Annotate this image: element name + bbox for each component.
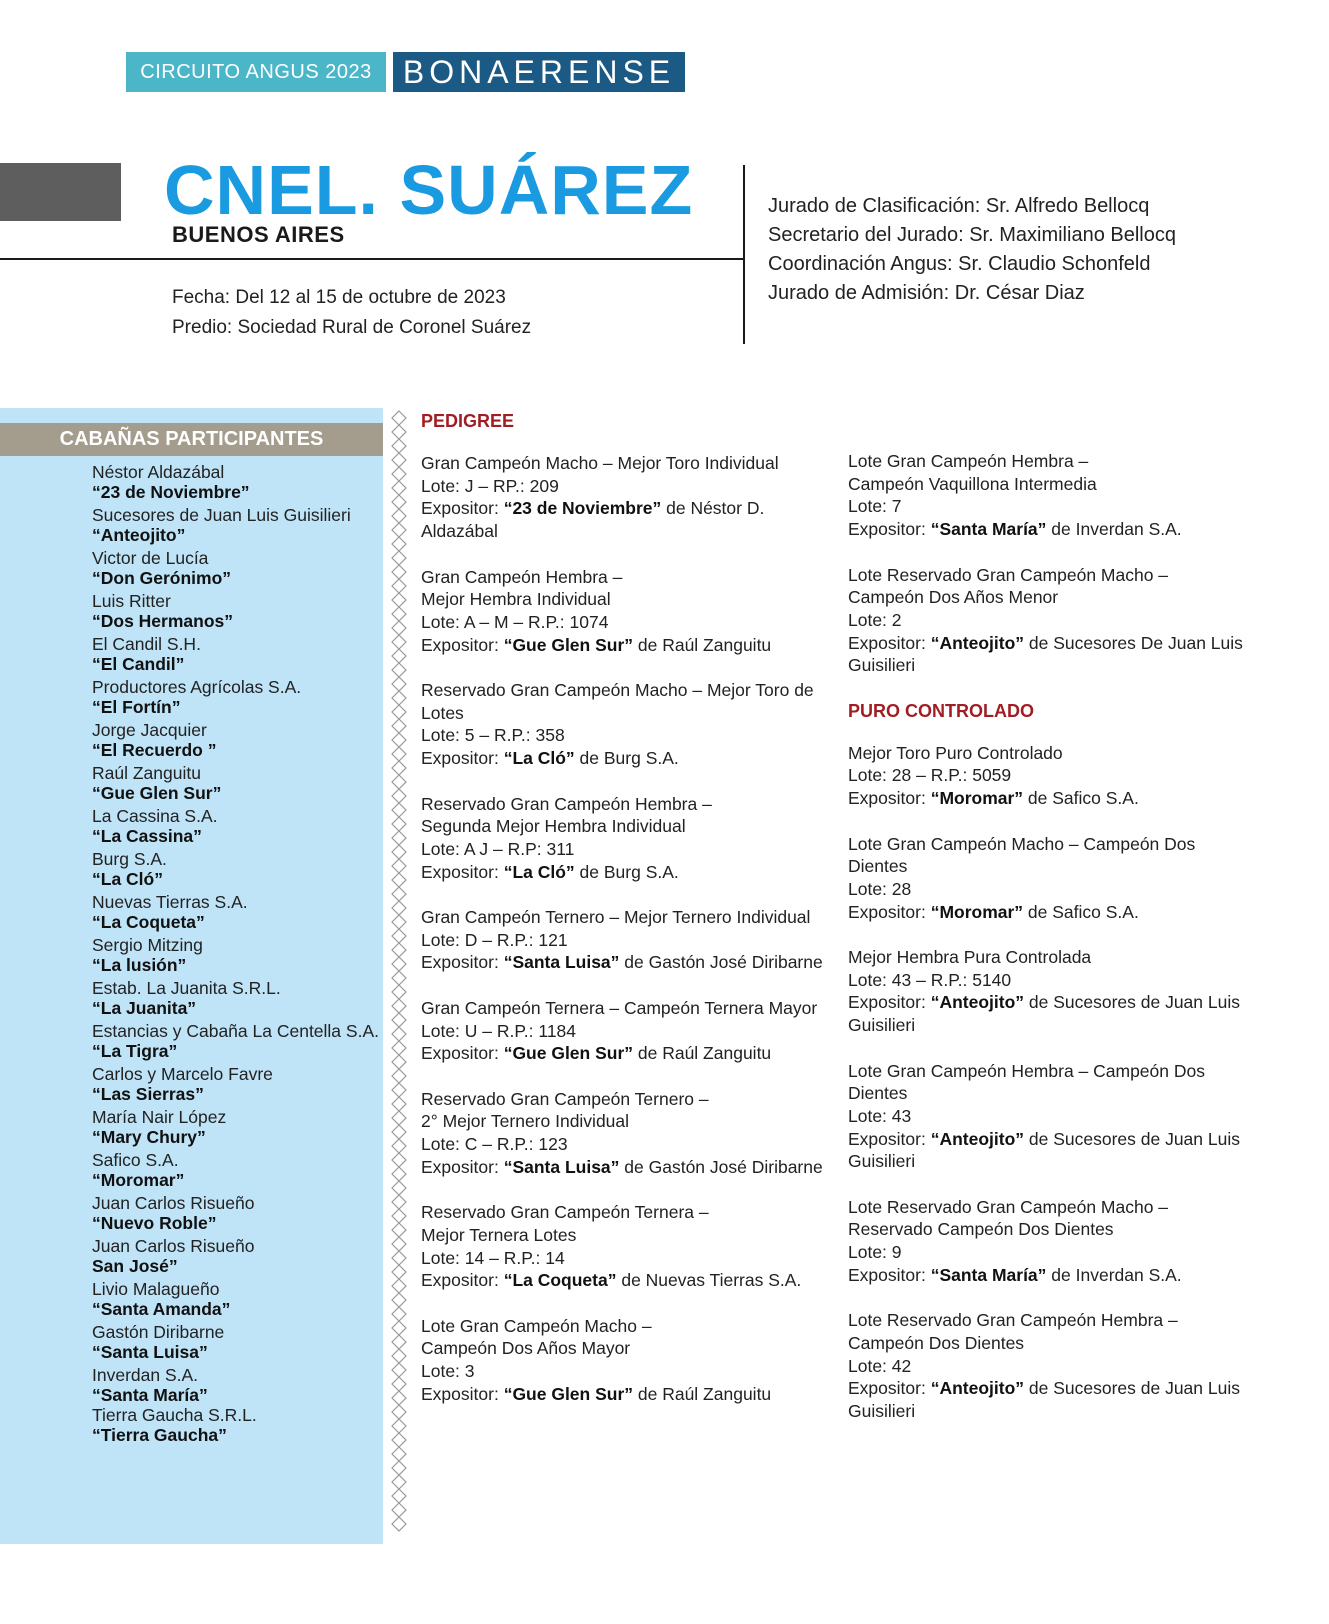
jury-line: Jurado de Clasificación: Sr. Alfredo Bellocq <box>768 195 1150 217</box>
chain-link <box>392 1335 406 1349</box>
cabana-name: “La Coqueta” <box>92 912 205 932</box>
result-exhibitor <box>421 634 829 657</box>
chain-link <box>392 691 406 705</box>
sidebar-title: CABAÑAS PARTICIPANTES <box>0 423 383 456</box>
exhibitor-owner: de Raúl Zanguitu <box>633 1383 772 1404</box>
jury-line: Coordinación Angus: Sr. Claudio Schonfeld <box>768 253 1151 275</box>
result-exhibitor <box>848 787 1248 810</box>
chain-link <box>392 1433 406 1447</box>
cabana-name: “El Recuerdo ” <box>92 740 217 760</box>
chain-link <box>392 1405 406 1419</box>
cabana-item <box>92 849 380 889</box>
chain-link <box>392 817 406 831</box>
chain-link <box>392 649 406 663</box>
chain-link <box>392 873 406 887</box>
chain-link <box>392 635 406 649</box>
result-exhibitor <box>421 1042 829 1065</box>
cabana-owner: Livio Malagueño <box>92 1279 220 1299</box>
result-line: Reservado Gran Campeón Ternero – <box>421 1088 709 1109</box>
result-line: Lote: A J – R.P: 311 <box>421 838 575 859</box>
result-entry <box>848 1060 1248 1174</box>
event-venue: Predio: Sociedad Rural de Coronel Suárez <box>172 317 532 338</box>
cabana-owner: Estab. La Juanita S.R.L. <box>92 978 281 998</box>
chain-link <box>392 1321 406 1335</box>
chain-link <box>392 901 406 915</box>
result-exhibitor <box>421 497 829 542</box>
result-entry <box>848 833 1248 924</box>
chain-link <box>392 999 406 1013</box>
exhibitor-cabana: “La Cló” <box>503 861 575 882</box>
result-line: Reservado Gran Campeón Ternera – <box>421 1202 709 1223</box>
chain-link <box>392 845 406 859</box>
exhibitor-owner: de Safico S.A. <box>1023 788 1139 809</box>
chain-link <box>392 929 406 943</box>
exhibitor-owner: de Burg S.A. <box>574 861 679 882</box>
cabana-item <box>92 978 380 1018</box>
cabana-owner: Estancias y Cabaña La Centella S.A. <box>92 1021 379 1041</box>
exhibitor-owner: de Nuevas Tierras S.A. <box>616 1270 802 1291</box>
result-line: Lote Gran Campeón Hembra – <box>848 451 1089 471</box>
exhibitor-owner: de Inverdan S.A. <box>1046 1264 1182 1285</box>
cabana-owner: Tierra Gaucha S.R.L. <box>92 1405 257 1425</box>
chain-link <box>392 1027 406 1041</box>
exhibitor-owner: de Sucesores de Juan Luis Guisilieri <box>848 1378 1240 1422</box>
cabana-item <box>92 548 380 588</box>
chain-link <box>392 1013 406 1027</box>
cabana-name: “La Cassina” <box>92 826 202 846</box>
result-line: Lote: 43 <box>848 1105 912 1126</box>
result-entry <box>848 564 1248 678</box>
exhibitor-owner: de Néstor D. Aldazábal <box>421 498 765 542</box>
result-exhibitor <box>848 901 1248 924</box>
result-line: Lote: 43 – R.P.: 5140 <box>848 969 1012 990</box>
chain-link <box>392 551 406 565</box>
result-exhibitor <box>421 861 829 884</box>
result-line: Lote: 5 – R.P.: 358 <box>421 725 565 746</box>
cabana-name: “El Fortín” <box>92 697 181 717</box>
chain-link <box>392 803 406 817</box>
chain-link <box>392 1349 406 1363</box>
chain-link <box>392 1293 406 1307</box>
page-title: CNEL. SUÁREZ <box>164 151 694 229</box>
chain-link <box>392 1461 406 1475</box>
puro-section-title: PURO CONTROLADO <box>848 700 1034 721</box>
result-exhibitor <box>848 991 1248 1036</box>
cabana-item <box>92 1365 380 1405</box>
chain-link <box>392 579 406 593</box>
chain-link <box>392 761 406 775</box>
cabana-owner: Sucesores de Juan Luis Guisilieri <box>92 505 351 525</box>
result-line: Mejor Hembra Pura Controlada <box>848 947 1092 967</box>
cabana-name: “Gue Glen Sur” <box>92 783 222 803</box>
chain-link <box>392 481 406 495</box>
result-line: Reservado Gran Campeón Macho – Mejor Toro de Lotes <box>421 680 814 723</box>
cabana-owner: Néstor Aldazábal <box>92 462 225 482</box>
chain-link <box>392 425 406 439</box>
exhibitor-label: Expositor: <box>421 498 504 519</box>
exhibitor-cabana: “Santa Luisa” <box>503 1156 620 1177</box>
result-line: Lote: J – RP.: 209 <box>421 475 559 496</box>
result-line: Lote: 9 <box>848 1242 902 1263</box>
exhibitor-cabana: “Santa Luisa” <box>503 952 620 973</box>
header-divider <box>0 258 745 260</box>
result-entry <box>848 946 1248 1037</box>
cabana-item <box>92 505 380 545</box>
result-line: Gran Campeón Hembra – <box>421 566 623 587</box>
result-entry <box>421 906 829 974</box>
chain-link <box>392 985 406 999</box>
exhibitor-cabana: “Moromar” <box>930 788 1024 809</box>
chain-link <box>392 467 406 481</box>
cabana-name: “La Tigra” <box>92 1041 178 1061</box>
chain-link <box>392 719 406 733</box>
chain-link <box>392 859 406 873</box>
result-line: Reservado Gran Campeón Hembra – <box>421 793 712 814</box>
result-entry <box>421 1201 829 1292</box>
cabana-owner: Sergio Mitzing <box>92 935 203 955</box>
chain-link <box>392 621 406 635</box>
result-entry <box>421 1088 829 1179</box>
cabana-name: “Anteojito” <box>92 525 186 545</box>
chain-link <box>392 915 406 929</box>
result-entry <box>421 452 829 543</box>
exhibitor-label: Expositor: <box>848 901 931 922</box>
circuit-tag: CIRCUITO ANGUS 2023 <box>126 52 386 92</box>
exhibitor-cabana: “Santa María” <box>930 1264 1047 1285</box>
cabana-name: “La Cló” <box>92 869 163 889</box>
result-line: Lote: D – R.P.: 121 <box>421 929 568 950</box>
chain-link <box>392 1363 406 1377</box>
cabana-name: “Nuevo Roble” <box>92 1213 217 1233</box>
result-entry <box>421 793 829 884</box>
cabana-owner: Raúl Zanguitu <box>92 763 201 783</box>
result-line: Lote Gran Campeón Macho – Campeón Dos Dientes <box>848 833 1196 877</box>
result-line: Lote Reservado Gran Campeón Macho – <box>848 564 1169 585</box>
result-line: Lote: 14 – R.P.: 14 <box>421 1247 565 1268</box>
cabana-owner: Luis Ritter <box>92 591 171 611</box>
result-line: Mejor Toro Puro Controlado <box>848 742 1063 763</box>
cabana-name: “Las Sierras” <box>92 1084 204 1104</box>
result-exhibitor <box>421 747 829 770</box>
chain-link <box>392 509 406 523</box>
result-line: Lote: 42 <box>848 1355 912 1376</box>
result-exhibitor <box>421 1383 829 1406</box>
exhibitor-cabana: “Santa María” <box>930 519 1047 540</box>
result-line: Campeón Dos Años Mayor <box>421 1338 631 1359</box>
cabana-name: “El Candil” <box>92 654 185 674</box>
result-entry <box>421 679 829 770</box>
result-line: Lote Gran Campeón Hembra – Campeón Dos Dientes <box>848 1060 1205 1104</box>
exhibitor-owner: de Sucesores De Juan Luis Guisilieri <box>848 632 1243 676</box>
result-line: 2° Mejor Ternero Individual <box>421 1111 630 1132</box>
result-exhibitor <box>848 1377 1248 1422</box>
chain-link <box>392 705 406 719</box>
exhibitor-label: Expositor: <box>421 1383 504 1404</box>
chain-link <box>392 971 406 985</box>
exhibitor-label: Expositor: <box>848 992 931 1013</box>
chain-link <box>392 1307 406 1321</box>
exhibitor-cabana: “Gue Glen Sur” <box>503 1383 634 1404</box>
exhibitor-label: Expositor: <box>848 1128 931 1149</box>
chain-link <box>392 1251 406 1265</box>
cabana-owner: Gastón Diribarne <box>92 1322 225 1342</box>
cabana-item <box>92 763 380 803</box>
exhibitor-owner: de Raúl Zanguitu <box>633 1043 772 1064</box>
chain-link <box>392 1447 406 1461</box>
chain-link <box>392 1237 406 1251</box>
chain-link <box>392 1167 406 1181</box>
result-line: Gran Campeón Ternero – Mejor Ternero Individual <box>421 907 811 927</box>
cabana-name: “Mary Chury” <box>92 1127 206 1147</box>
exhibitor-label: Expositor: <box>421 1270 504 1291</box>
exhibitor-label: Expositor: <box>848 632 931 653</box>
result-entry <box>848 742 1248 810</box>
chain-link <box>392 957 406 971</box>
result-entry <box>421 1315 829 1406</box>
cabana-owner: Inverdan S.A. <box>92 1365 199 1385</box>
result-line: Lote: 7 <box>848 496 902 517</box>
cabana-name: “23 de Noviembre” <box>92 482 250 502</box>
cabana-owner: Juan Carlos Risueño <box>92 1193 255 1213</box>
exhibitor-label: Expositor: <box>421 748 504 769</box>
chain-link <box>392 1139 406 1153</box>
chain-link <box>392 1391 406 1405</box>
exhibitor-label: Expositor: <box>848 788 931 809</box>
chain-link <box>392 1265 406 1279</box>
result-line: Gran Campeón Ternera – Campeón Ternera Mayor <box>421 997 818 1018</box>
cabanas-list <box>92 462 380 1448</box>
cabana-item <box>92 1064 380 1104</box>
result-entry <box>848 1196 1248 1287</box>
chain-link <box>392 1181 406 1195</box>
cabana-owner: La Cassina S.A. <box>92 806 218 826</box>
result-line: Campeón Dos Años Menor <box>848 587 1059 608</box>
chain-link <box>392 887 406 901</box>
decorative-block <box>0 163 121 221</box>
chain-link <box>392 523 406 537</box>
exhibitor-label: Expositor: <box>421 861 504 882</box>
chain-link <box>392 1041 406 1055</box>
results-column-right <box>848 450 1248 1445</box>
cabana-name: “La lusión” <box>92 955 187 975</box>
exhibitor-cabana: “Anteojito” <box>930 992 1025 1013</box>
result-line: Gran Campeón Macho – Mejor Toro Individual <box>421 453 779 473</box>
chain-link <box>392 663 406 677</box>
exhibitor-label: Expositor: <box>421 1156 504 1177</box>
cabana-item <box>92 1193 380 1233</box>
event-info <box>172 283 531 343</box>
exhibitor-cabana: “Anteojito” <box>930 1378 1025 1399</box>
result-line: Lote: C – R.P.: 123 <box>421 1134 568 1154</box>
cabana-name: “La Juanita” <box>92 998 197 1018</box>
exhibitor-owner: de Sucesores de Juan Luis Guisilieri <box>848 1128 1240 1172</box>
jury-list <box>768 192 1176 308</box>
cabana-owner: Juan Carlos Risueño <box>92 1236 255 1256</box>
cabana-item <box>92 1279 380 1319</box>
cabana-owner: María Nair López <box>92 1107 227 1127</box>
result-line: Lote Gran Campeón Macho – <box>421 1315 652 1336</box>
cabana-item <box>92 462 380 502</box>
result-exhibitor <box>848 632 1248 677</box>
result-line: Mejor Ternera Lotes <box>421 1224 577 1245</box>
chain-link <box>392 607 406 621</box>
chain-link <box>392 1489 406 1503</box>
chain-link <box>392 1111 406 1125</box>
exhibitor-label: Expositor: <box>848 1378 931 1399</box>
page-subtitle: BUENOS AIRES <box>172 222 345 247</box>
cabana-item <box>92 1322 380 1362</box>
result-line: Segunda Mejor Hembra Individual <box>421 816 686 837</box>
chain-link <box>392 537 406 551</box>
chain-link <box>392 1153 406 1167</box>
cabana-item <box>92 1405 380 1445</box>
chain-link <box>392 1517 406 1531</box>
chain-link <box>392 1083 406 1097</box>
cabana-item <box>92 591 380 631</box>
chain-link <box>392 677 406 691</box>
chain-link <box>392 1125 406 1139</box>
result-exhibitor <box>421 951 829 974</box>
chain-link <box>392 1503 406 1517</box>
cabana-owner: Carlos y Marcelo Favre <box>92 1064 273 1084</box>
chain-divider <box>391 410 407 1540</box>
jury-line: Secretario del Jurado: Sr. Maximiliano Bellocq <box>768 224 1176 246</box>
cabana-name: “Santa Luisa” <box>92 1342 208 1362</box>
cabana-item <box>92 1021 380 1061</box>
cabana-item <box>92 1150 380 1190</box>
exhibitor-owner: de Gastón José Diribarne <box>619 952 823 973</box>
cabana-owner: Victor de Lucía <box>92 548 209 568</box>
exhibitor-cabana: “La Coqueta” <box>503 1270 617 1291</box>
jury-line: Jurado de Admisión: Dr. César Diaz <box>768 282 1085 304</box>
exhibitor-label: Expositor: <box>421 634 504 655</box>
header-vertical-divider <box>743 165 745 344</box>
chain-link <box>392 1377 406 1391</box>
result-exhibitor <box>421 1156 829 1179</box>
cabana-item <box>92 634 380 674</box>
chain-link <box>392 747 406 761</box>
cabana-owner: Safico S.A. <box>92 1150 179 1170</box>
chain-link <box>392 1209 406 1223</box>
exhibitor-cabana: “Gue Glen Sur” <box>503 1043 634 1064</box>
exhibitor-cabana: “La Cló” <box>503 748 575 769</box>
exhibitor-owner: de Safico S.A. <box>1023 901 1139 922</box>
cabana-name: “Santa Amanda” <box>92 1299 231 1319</box>
chain-link <box>392 1279 406 1293</box>
chain-link <box>392 831 406 845</box>
pedigree-section-title: PEDIGREE <box>421 411 515 431</box>
result-entry <box>421 566 829 657</box>
exhibitor-cabana: “Moromar” <box>930 901 1024 922</box>
result-line: Lote: 3 <box>421 1361 475 1381</box>
cabana-item <box>92 892 380 932</box>
result-line: Lote Reservado Gran Campeón Hembra – <box>848 1310 1178 1331</box>
exhibitor-label: Expositor: <box>848 1264 931 1285</box>
chain-link <box>392 1195 406 1209</box>
cabana-owner: Nuevas Tierras S.A. <box>92 892 248 912</box>
exhibitor-cabana: “23 de Noviembre” <box>503 498 662 519</box>
result-exhibitor <box>848 1128 1248 1173</box>
exhibitor-owner: de Inverdan S.A. <box>1046 519 1182 540</box>
chain-link <box>392 453 406 467</box>
result-line: Lote Reservado Gran Campeón Macho – <box>848 1196 1169 1217</box>
cabana-owner: Productores Agrícolas S.A. <box>92 677 302 697</box>
chain-link <box>392 1419 406 1433</box>
pedigree-column <box>421 410 829 1428</box>
exhibitor-owner: de Sucesores de Juan Luis Guisilieri <box>848 992 1240 1036</box>
exhibitor-cabana: “Gue Glen Sur” <box>503 634 634 655</box>
chain-link <box>392 495 406 509</box>
chain-link <box>392 733 406 747</box>
cabana-name: “Don Gerónimo” <box>92 568 232 588</box>
chain-link <box>392 1055 406 1069</box>
result-line: Campeón Dos Dientes <box>848 1332 1025 1353</box>
cabana-owner: Burg S.A. <box>92 849 167 869</box>
exhibitor-cabana: “Anteojito” <box>930 632 1025 653</box>
cabana-owner: El Candil S.H. <box>92 634 201 654</box>
result-line: Reservado Campeón Dos Dientes <box>848 1219 1114 1240</box>
cabana-item <box>92 1107 380 1147</box>
exhibitor-owner: de Gastón José Diribarne <box>619 1156 823 1177</box>
result-exhibitor <box>848 1264 1248 1287</box>
result-line: Lote: A – M – R.P.: 1074 <box>421 611 609 632</box>
cabana-item <box>92 1236 380 1276</box>
chain-link <box>392 565 406 579</box>
result-entry <box>848 450 1248 541</box>
exhibitor-owner: de Burg S.A. <box>574 748 679 769</box>
region-tag: BONAERENSE <box>393 52 685 92</box>
exhibitor-label: Expositor: <box>848 519 931 540</box>
cabana-owner: Jorge Jacquier <box>92 720 207 740</box>
result-exhibitor <box>421 1269 829 1292</box>
result-line: Lote: 28 – R.P.: 5059 <box>848 765 1012 786</box>
chain-link <box>392 411 406 425</box>
result-line: Lote: 2 <box>848 609 902 630</box>
cabana-name: “Tierra Gaucha” <box>92 1425 227 1445</box>
cabana-item <box>92 806 380 846</box>
result-entry <box>421 997 829 1065</box>
cabana-item <box>92 720 380 760</box>
cabana-name: “Dos Hermanos” <box>92 611 234 631</box>
chain-link <box>392 439 406 453</box>
cabana-name: San José” <box>92 1256 178 1276</box>
exhibitor-label: Expositor: <box>421 1043 504 1064</box>
chain-link <box>392 1475 406 1489</box>
result-entry <box>848 1309 1248 1423</box>
chain-link <box>392 1223 406 1237</box>
chain-link <box>392 789 406 803</box>
cabana-item <box>92 935 380 975</box>
result-line: Mejor Hembra Individual <box>421 589 611 610</box>
chain-link <box>392 593 406 607</box>
cabana-name: “Santa María” <box>92 1385 208 1405</box>
result-line: Campeón Vaquillona Intermedia <box>848 473 1097 494</box>
chain-link <box>392 775 406 789</box>
result-line: Lote: U – R.P.: 1184 <box>421 1020 577 1041</box>
exhibitor-label: Expositor: <box>421 952 504 973</box>
cabana-item <box>92 677 380 717</box>
event-date: Fecha: Del 12 al 15 de octubre de 2023 <box>172 287 506 308</box>
exhibitor-owner: de Raúl Zanguitu <box>633 634 772 655</box>
chain-link <box>392 1097 406 1111</box>
exhibitor-cabana: “Anteojito” <box>930 1128 1025 1149</box>
chain-link <box>392 1069 406 1083</box>
result-exhibitor <box>848 518 1248 541</box>
result-line: Lote: 28 <box>848 878 912 899</box>
cabana-name: “Moromar” <box>92 1170 185 1190</box>
chain-link <box>392 943 406 957</box>
